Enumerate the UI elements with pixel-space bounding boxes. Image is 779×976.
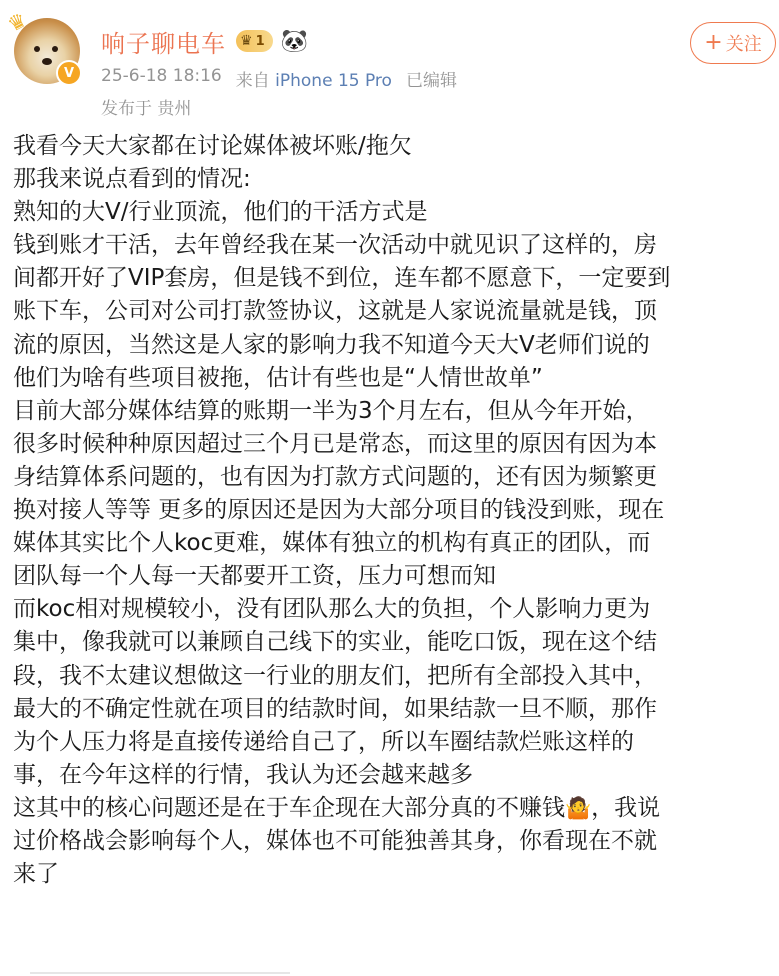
post-line: 媒体其实比个人koc更难，媒体有独立的机构有真正的团队，而 (13, 530, 651, 557)
post-line: 流的原因，当然这是人家的影响力我不知道今天大V老师们说的 (13, 331, 650, 358)
avatar[interactable] (3, 7, 80, 84)
post-line: 我看今天大家都在讨论媒体被坏账/拖欠 (13, 133, 412, 159)
post-line: 身结算体系问题的，也有因为打款方式问题的，还有因为频繁更 (13, 463, 657, 490)
level-number: 1 (255, 33, 265, 49)
post-line: 他们为啥有些项目被拖，估计有些也是“人情世故单” (13, 364, 543, 391)
post-header (0, 0, 779, 130)
post-line: 那我来说点看到的情况: (13, 166, 251, 193)
level-badge[interactable] (236, 30, 273, 52)
post-location: 发布于 贵州 (101, 99, 192, 119)
follow-label: 关注 (725, 34, 762, 55)
divider (30, 972, 290, 974)
post-source (236, 66, 392, 91)
post-line: 为个人压力将是直接传递给自己了，所以车圈结款烂账这样的 (13, 728, 634, 755)
post-line: 间都开好了VIP套房，但是钱不到位，连车都不愿意下，一定要到 (13, 265, 671, 292)
follow-button[interactable] (690, 22, 776, 64)
crown-icon: ♛ (240, 33, 253, 49)
post-line: 集中，像我就可以兼顾自己线下的实业，能吃口饭，现在这个结 (13, 629, 657, 656)
name-row (101, 24, 308, 58)
post-text (13, 130, 773, 792)
post-line: 目前大部分媒体结算的账期一半为3个月左右，但从今年开始， (13, 397, 649, 424)
post-line: 团队每一个人每一天都要开工资，压力可想而知 (13, 563, 496, 590)
username[interactable]: 响子聊电车 (101, 29, 226, 58)
post-line: 熟知的大V/行业顶流，他们的干活方式是 (13, 199, 428, 226)
edited-label[interactable]: 已编辑 (405, 71, 457, 91)
avatar-nose (42, 58, 52, 65)
post-meta (101, 66, 457, 91)
post-content (13, 130, 773, 891)
verified-badge-icon: V (56, 60, 82, 86)
post-line: 过价格战会影响每个人，媒体也不可能独善其身，你看现在不就 (13, 827, 657, 854)
avatar-eye-left (34, 46, 40, 52)
post-line: 账下车，公司对公司打款签协议，这就是人家说流量就是钱，顶 (13, 298, 657, 325)
post-line: 而koc相对规模较小，没有团队那么大的负担，个人影响力更为 (13, 596, 651, 623)
post-line: 段，我不太建议想做这一行业的朋友们，把所有全部投入其中， (13, 662, 657, 689)
post-line: 钱到账才干活，去年曾经我在某一次活动中就见识了这样的，房 (13, 232, 657, 259)
shrug-emoji-icon: 🤷 (565, 795, 592, 820)
post-line: 最大的不确定性就在项目的结款时间，如果结款一旦不顺，那作 (13, 695, 657, 722)
post-line: 换对接人等等 更多的原因还是因为大部分项目的钱没到账，现在 (13, 497, 665, 524)
plus-icon: + (704, 30, 723, 55)
source-prefix: 来自 (235, 71, 270, 91)
post-line: 很多时候种种原因超过三个月已是常态，而这里的原因有因为本 (13, 430, 657, 457)
device-name[interactable]: iPhone 15 Pro (275, 71, 392, 91)
post-line: 这其中的核心问题还是在于车企现在大部分真的不赚钱🤷，我说 (13, 792, 773, 825)
post-line: 事，在今年这样的行情，我认为还会越来越多 (13, 761, 473, 788)
panda-icon[interactable]: 🐼 (280, 28, 309, 54)
avatar-eye-right (52, 46, 58, 52)
post-line: 来了 (13, 861, 59, 888)
crown-icon: ♛ (3, 7, 31, 37)
post-date: 25-6-18 18:16 (101, 66, 222, 86)
